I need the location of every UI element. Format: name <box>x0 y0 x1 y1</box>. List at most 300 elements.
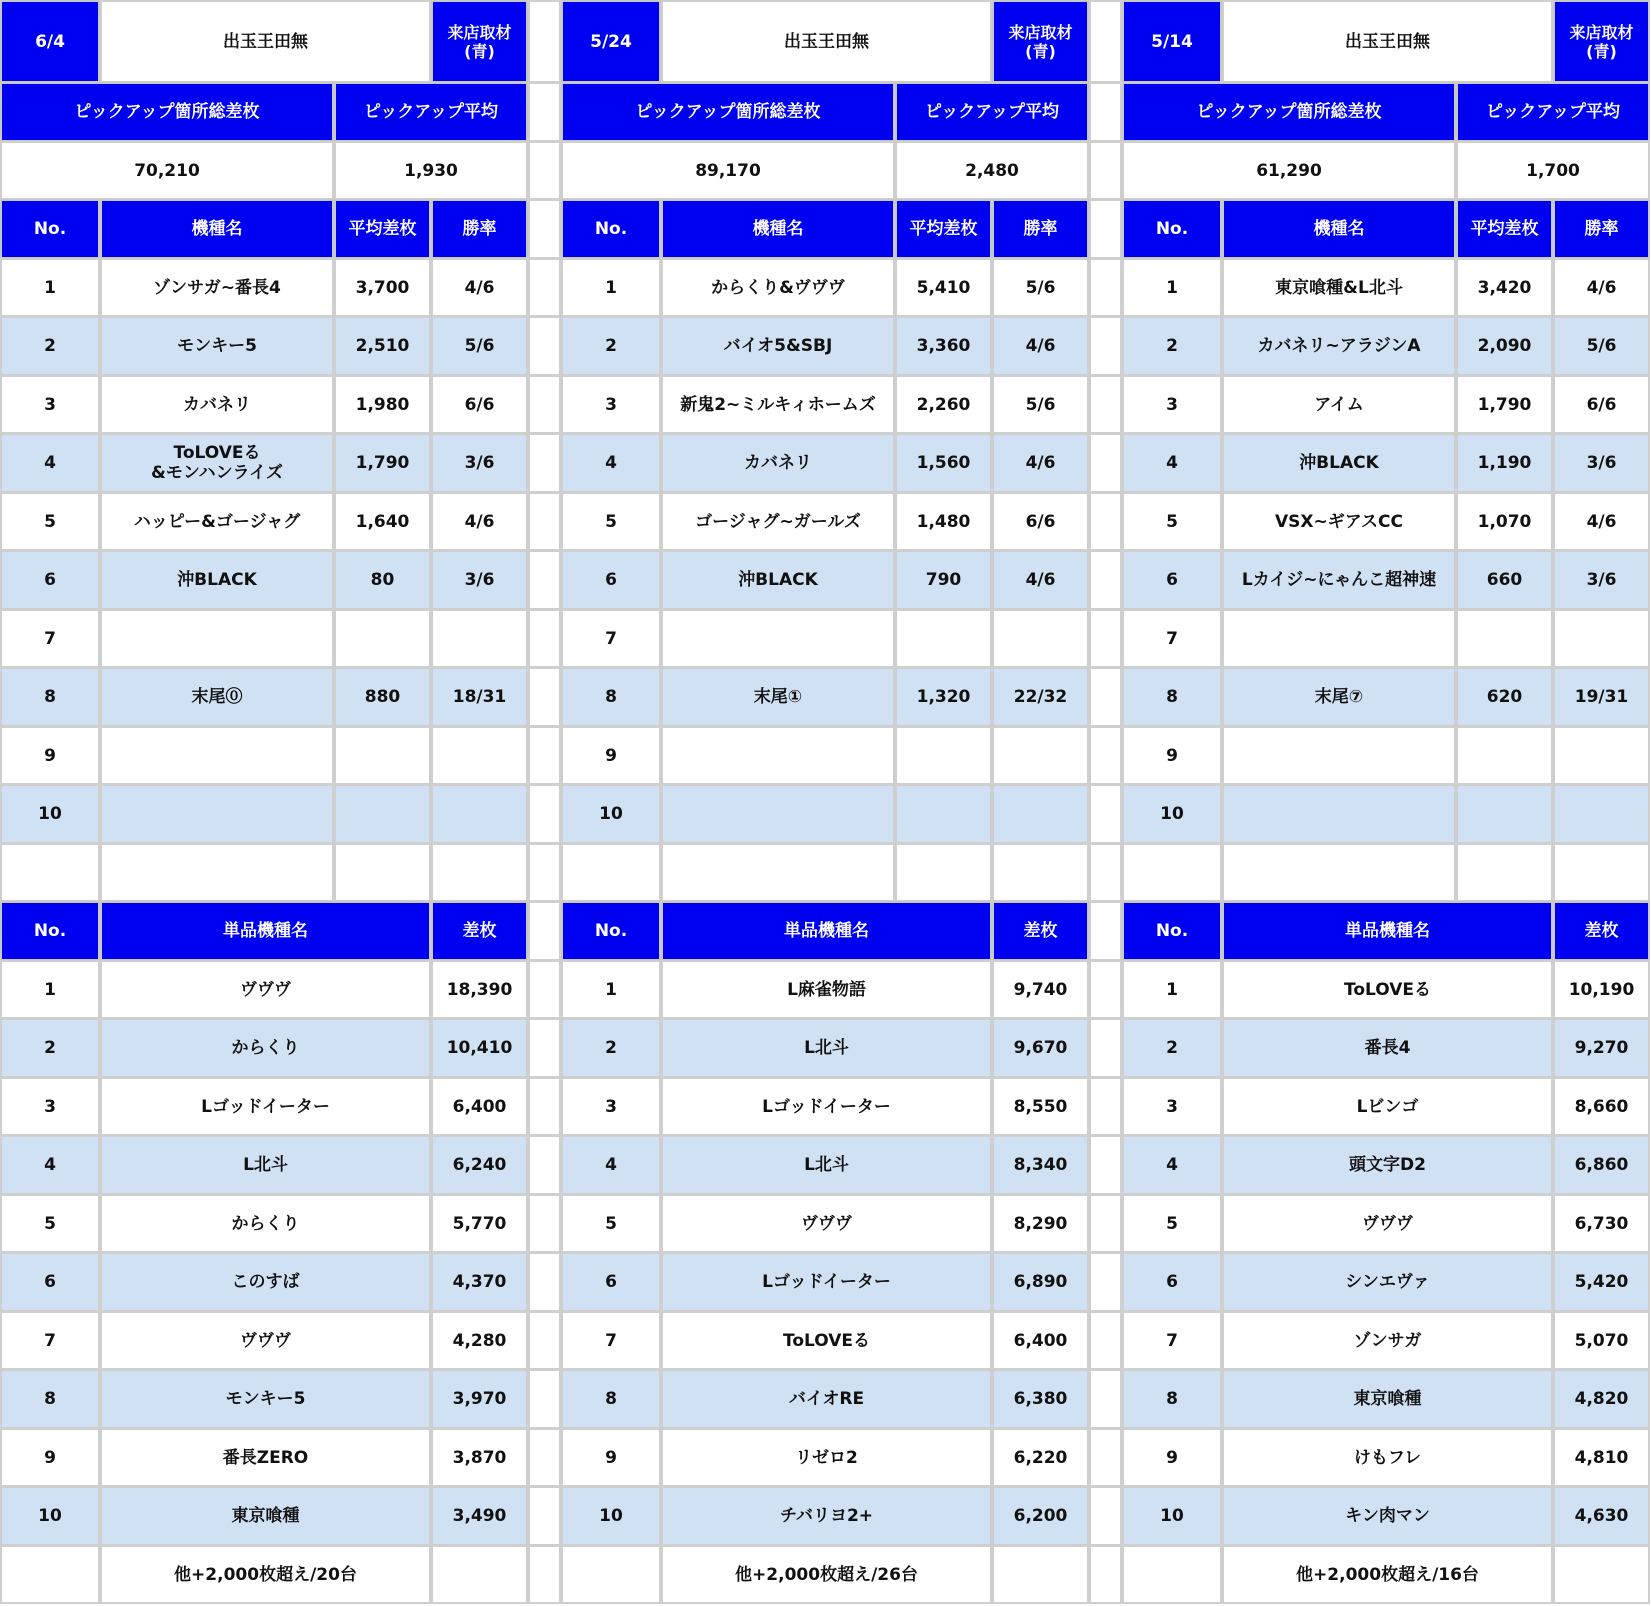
machine-row-avg: 3,360 <box>895 316 992 376</box>
summary-total-value: 89,170 <box>561 141 895 200</box>
machine-row-no: 4 <box>561 433 661 493</box>
panel-gap <box>1089 1428 1122 1487</box>
footer-empty <box>431 1545 528 1604</box>
single-row-diff: 9,740 <box>992 960 1089 1019</box>
machine-row-avg <box>895 609 992 668</box>
machine-row-name: 沖BLACK <box>100 550 334 610</box>
single-row-name: 番長ZERO <box>100 1428 431 1487</box>
machine-row-name: 末尾① <box>661 667 895 727</box>
machine-row-avg <box>1456 784 1553 844</box>
panel-gap <box>528 1077 561 1136</box>
machine-row-name: 新鬼2~ミルキィホームズ <box>661 375 895 434</box>
single-row-diff: 4,810 <box>1553 1428 1650 1487</box>
single-row-diff: 4,820 <box>1553 1369 1650 1429</box>
spacer-cell <box>1456 843 1553 902</box>
single-row-diff: 9,270 <box>1553 1018 1650 1078</box>
panel-gap <box>1089 375 1122 434</box>
machine-header-col-win-rate: 勝率 <box>992 199 1089 259</box>
single-row-diff: 3,870 <box>431 1428 528 1487</box>
machine-row-rate: 5/6 <box>1553 316 1650 376</box>
single-row-diff: 6,400 <box>431 1077 528 1136</box>
machine-row-name <box>100 609 334 668</box>
machine-row-rate: 18/31 <box>431 667 528 727</box>
single-row-no: 9 <box>561 1428 661 1487</box>
machine-row-name: カバネリ <box>661 433 895 493</box>
machine-row-rate: 3/6 <box>431 433 528 493</box>
machine-row-name: アイム <box>1222 375 1456 434</box>
single-row-no: 6 <box>0 1252 100 1312</box>
single-header-diff: 差枚 <box>992 901 1089 961</box>
machine-row-avg: 5,410 <box>895 258 992 317</box>
single-row-no: 2 <box>1122 1018 1222 1078</box>
store-title: 出玉王田無 <box>1222 0 1553 83</box>
machine-row-name: からくり&ヴヴヴ <box>661 258 895 317</box>
spacer-cell <box>431 843 528 902</box>
machine-row-avg <box>895 784 992 844</box>
event-tag: 来店取材 (青) <box>431 0 528 83</box>
machine-header-col-win-rate: 勝率 <box>1553 199 1650 259</box>
panel-gap <box>1089 1194 1122 1253</box>
single-row-name: ヴヴヴ <box>100 1311 431 1370</box>
machine-row-name: モンキー5 <box>100 316 334 376</box>
single-row-no: 7 <box>1122 1311 1222 1370</box>
machine-row-avg: 1,640 <box>334 492 431 551</box>
single-row-name: ゾンサガ <box>1222 1311 1553 1370</box>
single-row-diff: 6,220 <box>992 1428 1089 1487</box>
machine-row-name <box>1222 784 1456 844</box>
machine-row-avg: 2,260 <box>895 375 992 434</box>
single-row-diff: 6,380 <box>992 1369 1089 1429</box>
machine-row-avg: 1,560 <box>895 433 992 493</box>
single-row-name: L麻雀物語 <box>661 960 992 1019</box>
machine-row-avg <box>334 784 431 844</box>
spacer-cell <box>1553 843 1650 902</box>
machine-row-avg <box>1456 609 1553 668</box>
single-row-name: Lゴッドイーター <box>661 1252 992 1312</box>
single-row-no: 6 <box>561 1252 661 1312</box>
machine-row-no: 2 <box>1122 316 1222 376</box>
machine-row-rate: 5/6 <box>992 258 1089 317</box>
single-row-name: Lゴッドイーター <box>100 1077 431 1136</box>
machine-row-avg: 2,090 <box>1456 316 1553 376</box>
footer-empty <box>1122 1545 1222 1604</box>
machine-row-rate: 19/31 <box>1553 667 1650 727</box>
single-row-no: 5 <box>1122 1194 1222 1253</box>
machine-row-no: 8 <box>0 667 100 727</box>
single-row-no: 8 <box>1122 1369 1222 1429</box>
panel-gap <box>1089 1545 1122 1604</box>
panel-gap <box>1089 609 1122 668</box>
machine-header-col-avg-diff: 平均差枚 <box>1456 199 1553 259</box>
machine-row-rate: 4/6 <box>1553 258 1650 317</box>
machine-row-no: 10 <box>561 784 661 844</box>
summary-header-total: ピックアップ箇所総差枚 <box>1122 82 1456 142</box>
panel-gap <box>528 726 561 785</box>
single-row-diff: 8,550 <box>992 1077 1089 1136</box>
machine-row-avg: 80 <box>334 550 431 610</box>
footer-note: 他+2,000枚超え/26台 <box>661 1545 992 1604</box>
single-row-diff: 5,770 <box>431 1194 528 1253</box>
machine-row-avg <box>334 609 431 668</box>
machine-header-col-no: No. <box>1122 199 1222 259</box>
single-row-diff: 6,730 <box>1553 1194 1650 1253</box>
machine-row-name: ハッピー&ゴージャグ <box>100 492 334 551</box>
footer-empty <box>561 1545 661 1604</box>
panel-gap <box>528 784 561 844</box>
machine-row-name <box>661 784 895 844</box>
single-row-name: 番長4 <box>1222 1018 1553 1078</box>
machine-row-no: 8 <box>1122 667 1222 727</box>
single-row-name: ToLOVEる <box>661 1311 992 1370</box>
single-row-no: 2 <box>561 1018 661 1078</box>
summary-average-value: 1,930 <box>334 141 528 200</box>
panel-gap <box>1089 667 1122 727</box>
machine-row-rate <box>992 784 1089 844</box>
panel-gap <box>1089 960 1122 1019</box>
single-row-no: 3 <box>561 1077 661 1136</box>
machine-row-name: バイオ5&SBJ <box>661 316 895 376</box>
single-row-no: 5 <box>0 1194 100 1253</box>
single-row-name: キン肉マン <box>1222 1486 1553 1546</box>
single-header-no: No. <box>1122 901 1222 961</box>
machine-row-no: 6 <box>1122 550 1222 610</box>
date-label: 5/14 <box>1122 0 1222 83</box>
single-row-no: 7 <box>0 1311 100 1370</box>
spacer-cell <box>1222 843 1456 902</box>
single-row-diff: 3,490 <box>431 1486 528 1546</box>
single-header-no: No. <box>0 901 100 961</box>
single-row-name: けもフレ <box>1222 1428 1553 1487</box>
footer-empty <box>992 1545 1089 1604</box>
single-row-diff: 5,420 <box>1553 1252 1650 1312</box>
machine-row-avg: 1,980 <box>334 375 431 434</box>
single-row-name: L北斗 <box>661 1135 992 1195</box>
machine-row-rate: 3/6 <box>1553 433 1650 493</box>
machine-row-name: 東京喰種&L北斗 <box>1222 258 1456 317</box>
panel-gap <box>1089 199 1122 259</box>
panel-gap <box>528 258 561 317</box>
single-row-no: 4 <box>1122 1135 1222 1195</box>
panel-gap <box>528 1018 561 1078</box>
panel-gap <box>1089 141 1122 200</box>
machine-header-col-machine-name: 機種名 <box>1222 199 1456 259</box>
machine-header-col-no: No. <box>561 199 661 259</box>
machine-row-name <box>661 609 895 668</box>
panel-gap <box>528 433 561 493</box>
single-row-no: 10 <box>0 1486 100 1546</box>
machine-row-avg: 620 <box>1456 667 1553 727</box>
single-header-diff: 差枚 <box>1553 901 1650 961</box>
summary-header-average: ピックアップ平均 <box>1456 82 1650 142</box>
machine-row-no: 3 <box>1122 375 1222 434</box>
machine-row-avg: 1,070 <box>1456 492 1553 551</box>
machine-row-avg <box>1456 726 1553 785</box>
single-row-diff: 6,400 <box>992 1311 1089 1370</box>
panel-gap <box>1089 82 1122 142</box>
single-row-name: ToLOVEる <box>1222 960 1553 1019</box>
single-row-no: 1 <box>1122 960 1222 1019</box>
summary-average-value: 2,480 <box>895 141 1089 200</box>
machine-row-name: ゾンサガ~番長4 <box>100 258 334 317</box>
single-row-name: L北斗 <box>661 1018 992 1078</box>
single-row-diff: 6,890 <box>992 1252 1089 1312</box>
machine-row-name: 末尾⓪ <box>100 667 334 727</box>
panel-gap <box>528 1311 561 1370</box>
single-row-no: 5 <box>561 1194 661 1253</box>
spacer-cell <box>1122 843 1222 902</box>
single-row-no: 7 <box>561 1311 661 1370</box>
machine-header-col-machine-name: 機種名 <box>661 199 895 259</box>
machine-row-rate <box>431 609 528 668</box>
machine-row-avg: 2,510 <box>334 316 431 376</box>
panel-gap <box>1089 843 1122 902</box>
single-row-no: 4 <box>0 1135 100 1195</box>
machine-row-no: 3 <box>561 375 661 434</box>
store-title: 出玉王田無 <box>100 0 431 83</box>
machine-row-no: 9 <box>561 726 661 785</box>
machine-row-name: 末尾⑦ <box>1222 667 1456 727</box>
machine-row-no: 9 <box>1122 726 1222 785</box>
panel-gap <box>1089 0 1122 83</box>
machine-row-name <box>1222 726 1456 785</box>
machine-row-no: 2 <box>561 316 661 376</box>
summary-header-average: ピックアップ平均 <box>895 82 1089 142</box>
single-row-name: モンキー5 <box>100 1369 431 1429</box>
panel-gap <box>1089 726 1122 785</box>
single-row-no: 6 <box>1122 1252 1222 1312</box>
panel-gap <box>528 1428 561 1487</box>
store-title: 出玉王田無 <box>661 0 992 83</box>
machine-row-name <box>100 726 334 785</box>
panel-gap <box>1089 784 1122 844</box>
single-header-no: No. <box>561 901 661 961</box>
single-row-name: チバリヨ2+ <box>661 1486 992 1546</box>
panel-gap <box>528 1252 561 1312</box>
single-row-name: 東京喰種 <box>100 1486 431 1546</box>
single-row-no: 10 <box>561 1486 661 1546</box>
panel-gap <box>528 609 561 668</box>
summary-average-value: 1,700 <box>1456 141 1650 200</box>
single-row-no: 3 <box>0 1077 100 1136</box>
single-row-no: 1 <box>0 960 100 1019</box>
machine-row-rate: 4/6 <box>1553 492 1650 551</box>
machine-row-no: 1 <box>0 258 100 317</box>
spacer-cell <box>561 843 661 902</box>
single-row-diff: 4,630 <box>1553 1486 1650 1546</box>
single-row-name: シンエヴァ <box>1222 1252 1553 1312</box>
single-row-no: 1 <box>561 960 661 1019</box>
panel-gap <box>1089 1018 1122 1078</box>
panel-gap <box>528 1486 561 1546</box>
panel-gap <box>528 667 561 727</box>
machine-row-rate: 6/6 <box>1553 375 1650 434</box>
panel-gap <box>1089 1311 1122 1370</box>
single-header-name: 単品機種名 <box>661 901 992 961</box>
machine-row-name: カバネリ~アラジンA <box>1222 316 1456 376</box>
single-row-no: 10 <box>1122 1486 1222 1546</box>
single-row-diff: 4,370 <box>431 1252 528 1312</box>
machine-row-name: ゴージャグ~ガールズ <box>661 492 895 551</box>
spacer-cell <box>661 843 895 902</box>
machine-row-rate: 5/6 <box>431 316 528 376</box>
panel-gap <box>1089 901 1122 961</box>
single-row-name: リゼロ2 <box>661 1428 992 1487</box>
single-row-name: ヴヴヴ <box>1222 1194 1553 1253</box>
date-label: 6/4 <box>0 0 100 83</box>
single-row-name: Lビンゴ <box>1222 1077 1553 1136</box>
summary-total-value: 61,290 <box>1122 141 1456 200</box>
single-row-diff: 9,670 <box>992 1018 1089 1078</box>
single-row-diff: 5,070 <box>1553 1311 1650 1370</box>
machine-row-rate <box>992 726 1089 785</box>
single-header-name: 単品機種名 <box>1222 901 1553 961</box>
single-row-diff: 3,970 <box>431 1369 528 1429</box>
machine-row-rate: 4/6 <box>992 316 1089 376</box>
machine-row-avg: 880 <box>334 667 431 727</box>
single-row-diff: 6,200 <box>992 1486 1089 1546</box>
machine-row-name: Lカイジ~にゃんこ超神速 <box>1222 550 1456 610</box>
single-row-diff: 4,280 <box>431 1311 528 1370</box>
single-row-diff: 6,240 <box>431 1135 528 1195</box>
panel-gap <box>528 960 561 1019</box>
footer-empty <box>0 1545 100 1604</box>
machine-row-name <box>661 726 895 785</box>
machine-row-rate: 5/6 <box>992 375 1089 434</box>
single-row-name: バイオRE <box>661 1369 992 1429</box>
machine-row-rate <box>992 609 1089 668</box>
panel-gap <box>528 1135 561 1195</box>
single-row-no: 3 <box>1122 1077 1222 1136</box>
machine-row-no: 4 <box>1122 433 1222 493</box>
machine-row-rate: 3/6 <box>431 550 528 610</box>
panel-gap <box>1089 550 1122 610</box>
machine-row-no: 7 <box>0 609 100 668</box>
panel-gap <box>528 199 561 259</box>
single-row-diff: 10,410 <box>431 1018 528 1078</box>
machine-row-no: 4 <box>0 433 100 493</box>
machine-row-avg <box>334 726 431 785</box>
single-row-diff: 6,860 <box>1553 1135 1650 1195</box>
footer-note: 他+2,000枚超え/16台 <box>1222 1545 1553 1604</box>
machine-row-no: 6 <box>561 550 661 610</box>
panel-gap <box>1089 1077 1122 1136</box>
panel-gap <box>528 901 561 961</box>
machine-row-rate <box>1553 609 1650 668</box>
summary-header-total: ピックアップ箇所総差枚 <box>561 82 895 142</box>
single-row-name: ヴヴヴ <box>100 960 431 1019</box>
machine-row-avg: 1,190 <box>1456 433 1553 493</box>
machine-row-rate <box>431 784 528 844</box>
event-tag: 来店取材 (青) <box>992 0 1089 83</box>
single-row-no: 4 <box>561 1135 661 1195</box>
panel-gap <box>1089 1369 1122 1429</box>
panel-gap <box>528 1369 561 1429</box>
footer-empty <box>1553 1545 1650 1604</box>
machine-row-rate: 22/32 <box>992 667 1089 727</box>
panel-gap <box>528 316 561 376</box>
single-row-diff: 10,190 <box>1553 960 1650 1019</box>
panel-gap <box>528 550 561 610</box>
machine-row-rate: 4/6 <box>992 550 1089 610</box>
spacer-cell <box>100 843 334 902</box>
panel-gap <box>1089 1486 1122 1546</box>
machine-row-avg: 1,320 <box>895 667 992 727</box>
single-row-no: 8 <box>561 1369 661 1429</box>
machine-header-col-machine-name: 機種名 <box>100 199 334 259</box>
machine-header-col-avg-diff: 平均差枚 <box>895 199 992 259</box>
panel-gap <box>1089 258 1122 317</box>
single-header-diff: 差枚 <box>431 901 528 961</box>
single-row-name: 頭文字D2 <box>1222 1135 1553 1195</box>
machine-row-avg: 790 <box>895 550 992 610</box>
panel-gap <box>528 375 561 434</box>
footer-note: 他+2,000枚超え/20台 <box>100 1545 431 1604</box>
panel-gap <box>528 0 561 83</box>
panel-gap <box>1089 316 1122 376</box>
machine-row-avg: 1,480 <box>895 492 992 551</box>
machine-row-rate: 6/6 <box>431 375 528 434</box>
machine-row-avg: 3,700 <box>334 258 431 317</box>
machine-row-no: 1 <box>1122 258 1222 317</box>
panel-gap <box>1089 492 1122 551</box>
single-row-diff: 18,390 <box>431 960 528 1019</box>
machine-row-rate: 4/6 <box>992 433 1089 493</box>
panel-gap <box>1089 1252 1122 1312</box>
panel-gap <box>1089 433 1122 493</box>
machine-row-rate: 4/6 <box>431 492 528 551</box>
single-row-name: からくり <box>100 1194 431 1253</box>
single-row-diff: 8,290 <box>992 1194 1089 1253</box>
spacer-cell <box>0 843 100 902</box>
spacer-cell <box>895 843 992 902</box>
single-row-name: L北斗 <box>100 1135 431 1195</box>
single-row-diff: 8,660 <box>1553 1077 1650 1136</box>
machine-row-rate <box>1553 784 1650 844</box>
single-row-no: 8 <box>0 1369 100 1429</box>
machine-row-name: VSX~ギアスCC <box>1222 492 1456 551</box>
machine-row-no: 1 <box>561 258 661 317</box>
event-tag: 来店取材 (青) <box>1553 0 1650 83</box>
machine-row-name: カバネリ <box>100 375 334 434</box>
single-row-no: 9 <box>1122 1428 1222 1487</box>
machine-header-col-avg-diff: 平均差枚 <box>334 199 431 259</box>
single-row-name: からくり <box>100 1018 431 1078</box>
machine-row-no: 7 <box>1122 609 1222 668</box>
single-row-name: 東京喰種 <box>1222 1369 1553 1429</box>
machine-header-col-win-rate: 勝率 <box>431 199 528 259</box>
panel-gap <box>528 82 561 142</box>
machine-row-name <box>1222 609 1456 668</box>
machine-row-name: 沖BLACK <box>661 550 895 610</box>
machine-row-no: 5 <box>561 492 661 551</box>
panel-gap <box>528 1545 561 1604</box>
machine-row-no: 6 <box>0 550 100 610</box>
summary-total-value: 70,210 <box>0 141 334 200</box>
machine-row-avg: 1,790 <box>334 433 431 493</box>
machine-row-rate <box>431 726 528 785</box>
single-row-diff: 8,340 <box>992 1135 1089 1195</box>
single-row-no: 2 <box>0 1018 100 1078</box>
machine-row-avg <box>895 726 992 785</box>
single-header-name: 単品機種名 <box>100 901 431 961</box>
panel-gap <box>528 1194 561 1253</box>
machine-row-no: 5 <box>1122 492 1222 551</box>
machine-row-no: 10 <box>0 784 100 844</box>
machine-row-name: 沖BLACK <box>1222 433 1456 493</box>
panel-gap <box>528 492 561 551</box>
panel-gap <box>528 141 561 200</box>
machine-row-name <box>100 784 334 844</box>
